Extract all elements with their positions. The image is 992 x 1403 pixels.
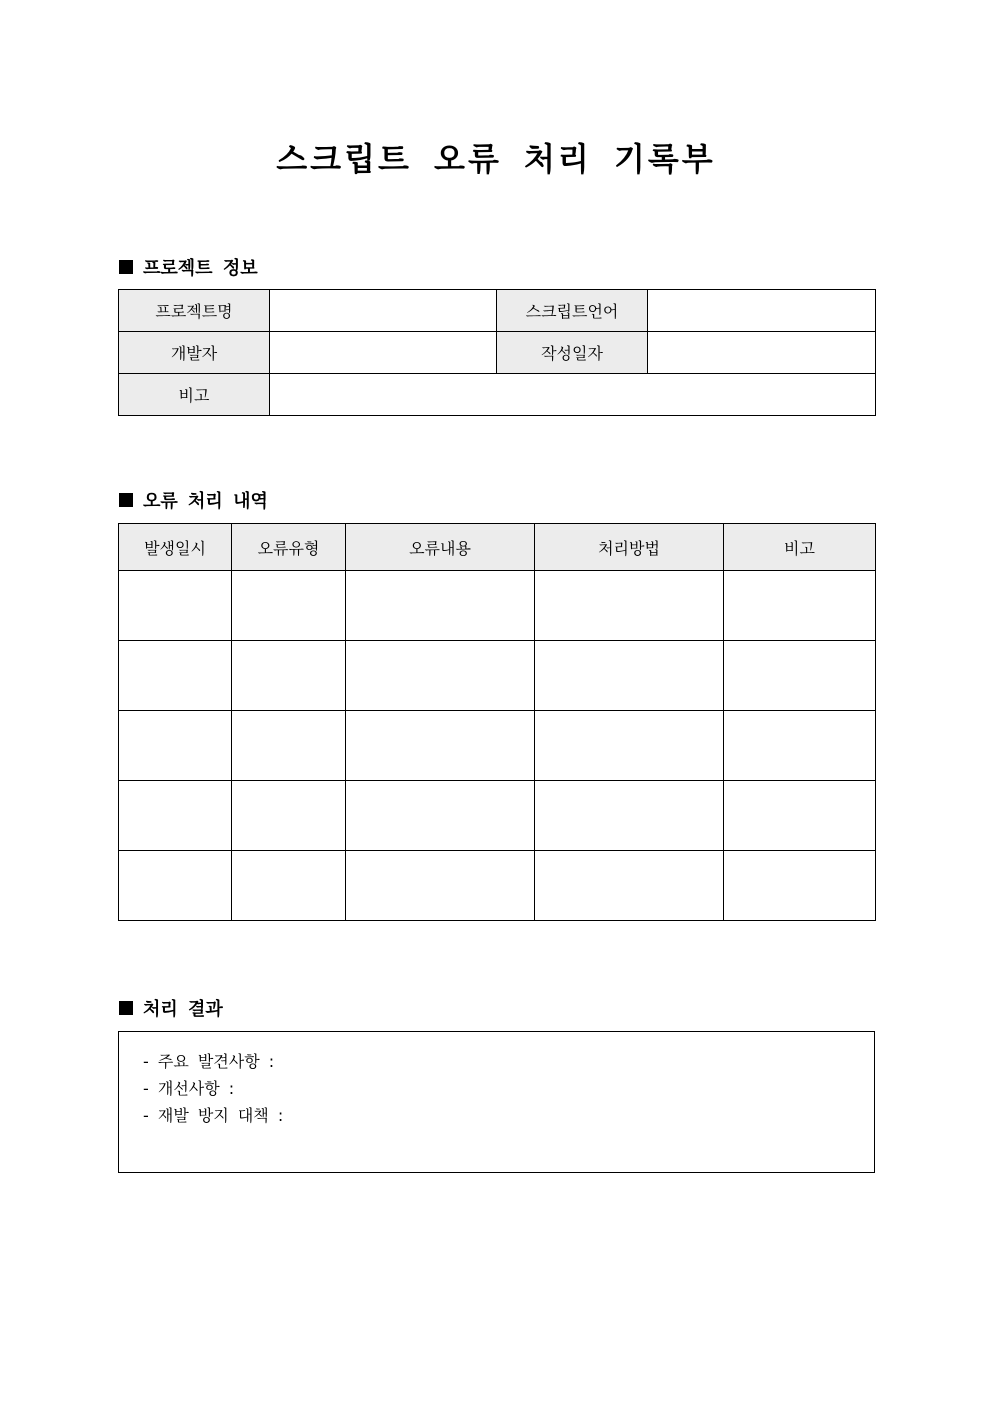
table-row: [119, 571, 876, 641]
table-cell[interactable]: [346, 571, 535, 641]
square-bullet-icon: [119, 260, 133, 274]
section-heading-label: 프로젝트 정보: [143, 258, 258, 279]
table-row: [119, 374, 876, 416]
table-row: [119, 851, 876, 921]
section-heading-project: [119, 254, 258, 280]
section-heading-history: [119, 487, 268, 513]
table-cell[interactable]: [535, 571, 724, 641]
table-cell[interactable]: [119, 851, 232, 921]
square-bullet-icon: [119, 1001, 133, 1015]
square-bullet-icon: [119, 493, 133, 507]
project-name-label: 프로젝트명: [119, 290, 270, 332]
result-prevention-measures: - 재발 방지 대책 :: [143, 1106, 284, 1125]
table-cell[interactable]: [346, 851, 535, 921]
result-improvements: - 개선사항 :: [143, 1079, 235, 1098]
table-row: [119, 711, 876, 781]
script-language-field[interactable]: [648, 290, 876, 332]
result-list: [143, 1052, 283, 1133]
table-cell[interactable]: [724, 781, 876, 851]
developer-label: 개발자: [119, 332, 270, 374]
project-name-field[interactable]: [270, 290, 497, 332]
section-heading-result: [119, 995, 223, 1021]
date-written-label: 작성일자: [497, 332, 648, 374]
table-row: [119, 781, 876, 851]
result-key-findings: - 주요 발견사항 :: [143, 1052, 275, 1071]
table-cell[interactable]: [119, 571, 232, 641]
column-header-error-type: 오류유형: [232, 524, 346, 571]
table-cell[interactable]: [232, 571, 346, 641]
table-cell[interactable]: [346, 711, 535, 781]
developer-field[interactable]: [270, 332, 497, 374]
error-history-table: [118, 523, 876, 921]
page-title: 스크립트 오류 처리 기록부: [276, 140, 716, 178]
column-header-error-content: 오류내용: [346, 524, 535, 571]
remarks-field[interactable]: [270, 374, 876, 416]
table-cell[interactable]: [535, 851, 724, 921]
column-header-resolution: 처리방법: [535, 524, 724, 571]
table-cell[interactable]: [724, 851, 876, 921]
table-cell[interactable]: [535, 781, 724, 851]
remarks-label: 비고: [119, 374, 270, 416]
column-header-remarks: 비고: [724, 524, 876, 571]
project-info-table: [118, 289, 876, 416]
table-cell[interactable]: [724, 711, 876, 781]
section-heading-label: 오류 처리 내역: [143, 491, 268, 512]
table-cell[interactable]: [232, 781, 346, 851]
result-box[interactable]: [118, 1031, 875, 1173]
table-cell[interactable]: [232, 641, 346, 711]
table-cell[interactable]: [119, 641, 232, 711]
column-header-occurred-at: 발생일시: [119, 524, 232, 571]
table-header-row: [119, 524, 876, 571]
date-written-field[interactable]: [648, 332, 876, 374]
table-row: [119, 290, 876, 332]
table-cell[interactable]: [232, 851, 346, 921]
section-heading-label: 처리 결과: [143, 999, 223, 1020]
script-language-label: 스크립트언어: [497, 290, 648, 332]
table-cell[interactable]: [535, 641, 724, 711]
table-cell[interactable]: [232, 711, 346, 781]
table-row: [119, 641, 876, 711]
table-cell[interactable]: [119, 781, 232, 851]
table-row: [119, 332, 876, 374]
table-cell[interactable]: [346, 781, 535, 851]
table-cell[interactable]: [724, 571, 876, 641]
table-cell[interactable]: [724, 641, 876, 711]
table-cell[interactable]: [535, 711, 724, 781]
table-cell[interactable]: [119, 711, 232, 781]
table-cell[interactable]: [346, 641, 535, 711]
